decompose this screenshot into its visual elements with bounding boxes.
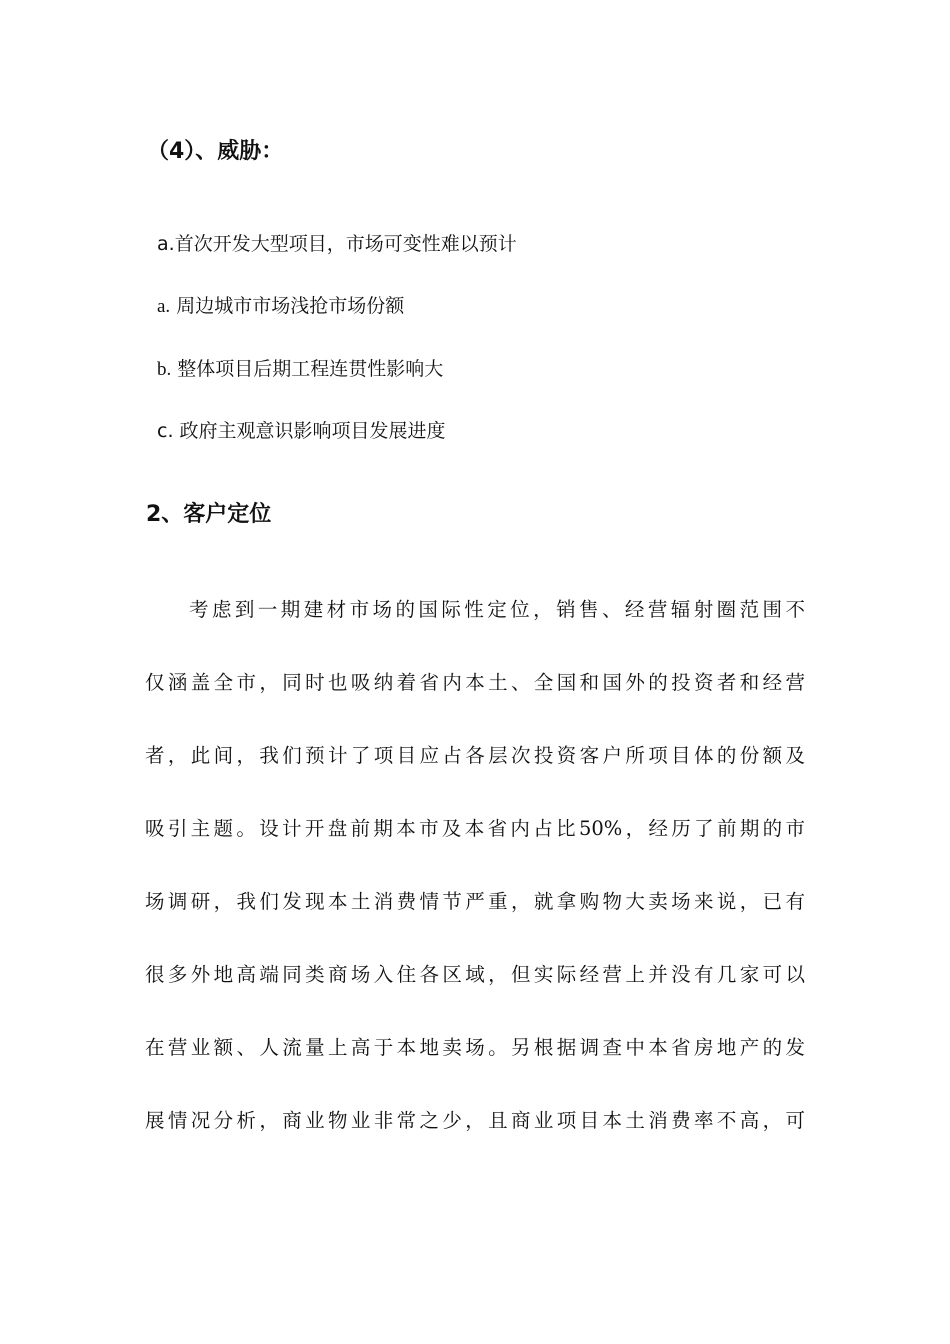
- paragraph-line: 展情况分析，商业物业非常之少，且商业项目本土消费率不高，可: [145, 1109, 805, 1132]
- section-heading: 2、客户定位: [146, 502, 272, 527]
- threat-item: [157, 291, 404, 322]
- threat-item-text: 政府主观意识影响项目发展进度: [179, 420, 446, 442]
- threat-item-text: 整体项目后期工程连贯性影响大: [177, 358, 444, 380]
- threat-item-text: 首次开发大型项目，市场可变性难以预计: [174, 233, 517, 255]
- paragraph-line: 吸引主题。设计开盘前期本市及本省内占比50%，经历了前期的市: [145, 817, 805, 840]
- threat-item-text: 周边城市市场浅抢市场份额: [176, 295, 405, 317]
- paragraph-line: 很多外地高端同类商场入住各区域，但实际经营上并没有几家可以: [145, 963, 805, 986]
- body-paragraph: [145, 590, 805, 1174]
- paragraph-line: 场调研，我们发现本土消费情节严重，就拿购物大卖场来说，已有: [145, 890, 805, 913]
- paragraph-line: 者，此间，我们预计了项目应占各层次投资客户所项目体的份额及: [145, 744, 805, 767]
- threats-heading: （4）、威胁：: [147, 139, 284, 164]
- threat-item: [157, 354, 443, 385]
- threat-item: [157, 416, 446, 446]
- threat-item-marker: c.: [157, 420, 174, 442]
- paragraph-line: 考虑到一期建材市场的国际性定位，销售、经营辐射圈范围不: [189, 598, 805, 621]
- threat-item-marker: a.: [157, 233, 175, 255]
- threat-item-marker: a.: [157, 296, 171, 317]
- threat-item: [157, 229, 517, 259]
- threat-item-marker: b.: [157, 359, 172, 380]
- paragraph-line: 仅涵盖全市，同时也吸纳着省内本土、全国和国外的投资者和经营: [145, 671, 805, 694]
- paragraph-line: 在营业额、人流量上高于本地卖场。另根据调查中本省房地产的发: [145, 1036, 805, 1059]
